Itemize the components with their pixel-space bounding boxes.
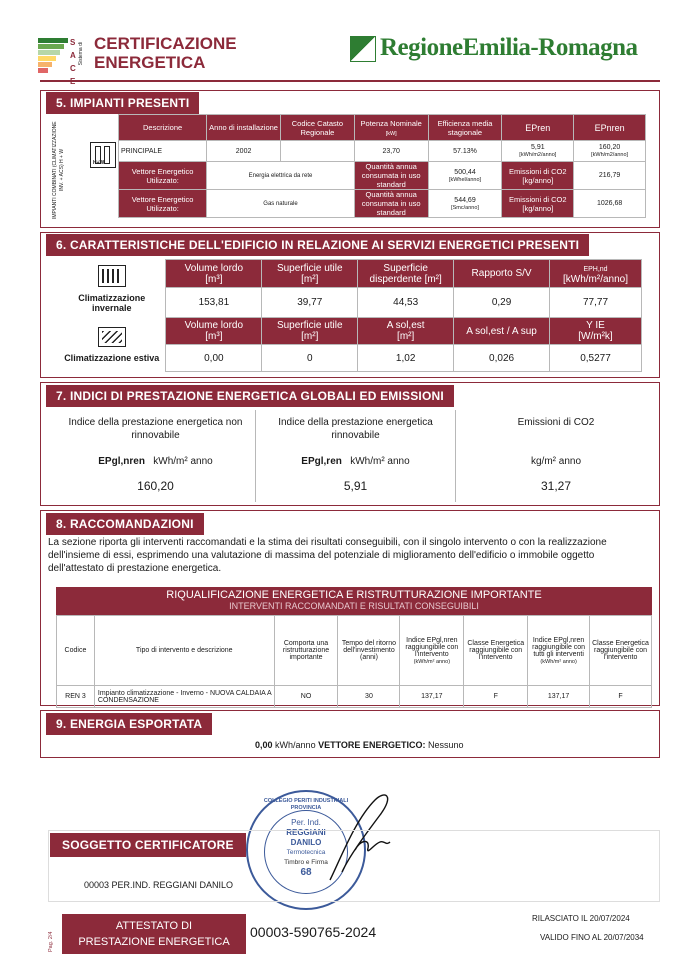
radiator-icon bbox=[98, 265, 126, 287]
s5-vettore2-qty bbox=[428, 190, 502, 218]
valido-label: VALIDO FINO AL bbox=[540, 933, 602, 942]
s5-h-potenza-unit: [kW] bbox=[385, 130, 397, 137]
s6-s-h-superficie-unit: [m²] bbox=[301, 331, 319, 342]
s5-h-efficienza: Efficienza media stagionale bbox=[428, 115, 502, 141]
boiler-icon: H+W bbox=[90, 142, 116, 168]
s6-s-h-asol-label: A sol,est bbox=[386, 320, 425, 331]
s6-w-ephnd: 77,77 bbox=[550, 288, 642, 318]
s6-s-h-superficie bbox=[262, 318, 358, 345]
s7-col1-label: Indice della prestazione energetica non rinnovabile bbox=[68, 417, 243, 441]
s8-h-tipo: Tipo di intervento e descrizione bbox=[94, 616, 274, 686]
s7-col1-symbol-row bbox=[56, 456, 255, 467]
s5-epnren bbox=[574, 141, 646, 162]
s8-h-classe: Classe Energetica raggiungibile con l'intervento bbox=[464, 616, 528, 686]
rilasciato-label: RILASCIATO IL bbox=[532, 914, 588, 923]
soggetto-title: SOGGETTO CERTIFICATORE bbox=[50, 833, 246, 857]
s8-h-codice: Codice bbox=[57, 616, 95, 686]
s5-vettore2-qty-unit: [Smc/anno] bbox=[451, 204, 479, 211]
s5-h-potenza bbox=[354, 115, 428, 141]
region-name: RegioneEmilia-Romagna bbox=[380, 34, 638, 61]
s6-s-h-superficie-label: Superficie utile bbox=[276, 320, 343, 331]
s6-s-h-asol-unit: [m²] bbox=[397, 331, 415, 342]
s5-vettore2-value: Gas naturale bbox=[207, 190, 355, 218]
stamp-line5: Timbro e Firma bbox=[284, 859, 328, 866]
s9-vettore-label: VETTORE ENERGETICO: bbox=[318, 740, 426, 750]
s5-vettore2-co2-label bbox=[502, 190, 574, 218]
s7-col1-value: 160,20 bbox=[137, 479, 174, 493]
s5-vettore2-co2-unit: [kg/anno] bbox=[522, 203, 554, 213]
section7-title: 7. INDICI DI PRESTAZIONE ENERGETICA GLOBALI ED EMISSIONI bbox=[46, 385, 454, 407]
s5-h-descrizione: Descrizione bbox=[119, 115, 207, 141]
s5-vettore1-co2-unit: [kg/anno] bbox=[522, 175, 554, 185]
s6-w-h-superficie-unit: [m²] bbox=[301, 273, 319, 285]
s8-h-indice-unit: (kWh/m² anno) bbox=[413, 658, 451, 665]
s5-vettore1-co2-value: 216,79 bbox=[574, 162, 646, 190]
s5-epren bbox=[502, 141, 574, 162]
stamp-line4: Termotecnica bbox=[286, 849, 326, 856]
rilasciato-row bbox=[532, 914, 630, 923]
s5-epren-unit: [kWh/m2/anno] bbox=[519, 152, 557, 158]
valido-row bbox=[540, 933, 644, 942]
s5-vettore1-qty bbox=[428, 162, 502, 190]
s8-h-ristrutt: Comporta una ristrutturazione importante bbox=[274, 616, 338, 686]
s5-vettore2-qty-label: Quantità annua consumata in uso standard bbox=[354, 190, 428, 218]
s5-h-codice: Codice Catasto Regionale bbox=[280, 115, 354, 141]
s5-h-anno: Anno di installazione bbox=[207, 115, 281, 141]
s7-col3-unit: kg/m² anno bbox=[530, 456, 582, 467]
s6-w-disperdente: 44,53 bbox=[358, 288, 454, 318]
attestato-code: 00003-590765-2024 bbox=[250, 924, 377, 940]
section5-table bbox=[118, 114, 646, 218]
s8-tipo: Impianto climatizzazione - Inverno - NUOVA CALDAIA A CONDENSAZIONE bbox=[94, 686, 274, 708]
s7-col3 bbox=[456, 410, 656, 502]
s6-w-h-superficie-label: Superficie utile bbox=[276, 262, 343, 274]
stamp-ring-text: COLLEGIO PERITI INDUSTRIALI PROVINCIA bbox=[263, 798, 349, 811]
s8-table-subtitle: INTERVENTI RACCOMANDATI E RISULTATI CONSEGUIBILI bbox=[229, 601, 479, 611]
s8-indice: 137,17 bbox=[400, 686, 464, 708]
s8-h-indice-label: Indice EPgl,nren raggiungibile con l'intervento bbox=[405, 636, 459, 658]
cert-title-line2: ENERGETICA bbox=[94, 53, 206, 72]
s5-vettore2-label: Vettore Energetico Utilizzato: bbox=[119, 190, 207, 218]
section6-title: 6. CARATTERISTICHE DELL'EDIFICIO IN RELAZIONE AI SERVIZI ENERGETICI PRESENTI bbox=[46, 234, 589, 256]
s6-s-h-asol-sup: A sol,est / A sup bbox=[454, 318, 550, 345]
s5-anno: 2002 bbox=[207, 141, 281, 162]
s6-winter-cell bbox=[58, 260, 166, 318]
cooling-icon bbox=[98, 327, 126, 347]
s5-potenza: 23,70 bbox=[354, 141, 428, 162]
s6-w-rapporto: 0,29 bbox=[454, 288, 550, 318]
s6-winter-label: Climatizzazione invernale bbox=[78, 292, 146, 313]
s5-h-epren: EPren bbox=[502, 115, 574, 141]
s5-vettore1-label: Vettore Energetico Utilizzato: bbox=[119, 162, 207, 190]
attestato-line1: ATTESTATO DI bbox=[115, 920, 193, 932]
page-label: Pag. 2/4 bbox=[48, 931, 54, 952]
section8-title: 8. RACCOMANDAZIONI bbox=[46, 513, 204, 535]
attestato-box bbox=[62, 914, 246, 954]
cert-title-line1: CERTIFICAZIONE bbox=[94, 34, 237, 53]
s7-col2-symbol: EPgl,ren bbox=[301, 456, 342, 467]
s5-vettore1-co2-text: Emissioni di CO2 bbox=[509, 166, 567, 176]
s5-vettore2-qty-value: 544,69 bbox=[454, 196, 476, 204]
s7-col1 bbox=[56, 410, 256, 502]
s5-epnren-unit: [kWh/m2/anno] bbox=[591, 152, 629, 158]
s8-h-tempo: Tempo del ritorno dell'investimento (anni) bbox=[338, 616, 400, 686]
s8-classe-tutti: F bbox=[590, 686, 652, 708]
section6-table bbox=[58, 259, 642, 372]
s5-codice bbox=[280, 141, 354, 162]
s5-h-potenza-label: Potenza Nominale bbox=[360, 118, 422, 128]
s9-vettore-value: Nessuno bbox=[427, 740, 464, 750]
s6-w-h-volume-label: Volume lordo bbox=[184, 262, 244, 274]
s8-table-title: RIQUALIFICAZIONE ENERGETICA E RISTRUTTURAZIONE IMPORTANTE bbox=[166, 589, 542, 601]
soggetto-name: 00003 PER.IND. REGGIANI DANILO bbox=[84, 880, 234, 890]
s7-col1-symbol: EPgl,nren bbox=[98, 456, 145, 467]
s6-s-volume: 0,00 bbox=[166, 345, 262, 372]
s6-s-asol-sup: 0,026 bbox=[454, 345, 550, 372]
s7-col3-value: 31,27 bbox=[540, 479, 572, 493]
s7-col3-label: Emissioni di CO2 bbox=[517, 417, 595, 428]
s8-ristrutt: NO bbox=[274, 686, 338, 708]
s8-h-indice-tutti-unit: (kWh/m² anno) bbox=[540, 658, 577, 665]
s5-epren-value: 5,91 bbox=[530, 144, 545, 151]
sistema-label: Sistema di bbox=[78, 42, 84, 66]
s5-vettore1-qty-label: Quantità annua consumata in uso standard bbox=[354, 162, 428, 190]
s6-s-h-volume-unit: [m³] bbox=[205, 331, 223, 342]
region-logo bbox=[350, 34, 650, 66]
s6-s-asol: 1,02 bbox=[358, 345, 454, 372]
s6-w-h-volume bbox=[166, 260, 262, 288]
s7-col2-symbol-row bbox=[256, 456, 455, 467]
s6-s-h-volume-label: Volume lordo bbox=[184, 320, 244, 331]
s5-efficienza: 57.13% bbox=[428, 141, 502, 162]
s8-tempo: 30 bbox=[338, 686, 400, 708]
s6-s-h-asol bbox=[358, 318, 454, 345]
section5-side-label: IMPIANTI COMBINATI (CLIMATIZZAZIONE INV. + ACS) H + W bbox=[52, 121, 65, 219]
section9-title: 9. ENERGIA ESPORTATA bbox=[46, 713, 212, 735]
s8-classe: F bbox=[464, 686, 528, 708]
s8-h-classe-tutti: Classe Energetica raggiungibile con l'intervento bbox=[590, 616, 652, 686]
s7-col2 bbox=[256, 410, 456, 502]
valido-value: 20/07/2034 bbox=[603, 933, 644, 942]
s6-s-superficie: 0 bbox=[262, 345, 358, 372]
s5-h-epnren: EPnren bbox=[574, 115, 646, 141]
stamp-line3: DANILO bbox=[290, 838, 322, 847]
s7-col2-label: Indice della prestazione energetica rinnovabile bbox=[278, 417, 433, 441]
s8-h-indice bbox=[400, 616, 464, 686]
s6-summer-label: Climatizzazione estiva bbox=[64, 352, 160, 363]
s6-w-volume: 153,81 bbox=[166, 288, 262, 318]
section8-table bbox=[56, 615, 652, 708]
s5-vettore1-value: Energia elettrica da rete bbox=[207, 162, 355, 190]
s6-s-h-volume bbox=[166, 318, 262, 345]
s6-w-h-disperdente: Superficie disperdente [m²] bbox=[358, 260, 454, 288]
stamp-line1: Per. Ind. bbox=[291, 818, 321, 827]
s9-row bbox=[255, 740, 464, 750]
cert-title bbox=[94, 34, 237, 72]
attestato-line2: PRESTAZIONE ENERGETICA bbox=[78, 936, 230, 948]
s6-s-h-yie-label: Y IE bbox=[586, 320, 605, 331]
rilasciato-value: 20/07/2024 bbox=[589, 914, 630, 923]
s5-epnren-value: 160,20 bbox=[598, 144, 621, 151]
s7-col2-value: 5,91 bbox=[343, 479, 368, 493]
s5-vettore1-co2-label bbox=[502, 162, 574, 190]
s8-table-header bbox=[56, 587, 652, 615]
s5-vettore1-qty-value: 500,44 bbox=[454, 168, 476, 176]
region-flag-icon bbox=[350, 36, 376, 62]
s8-text: La sezione riporta gli interventi raccomandati e la stima dei risultati conseguibili, con il singolo intervento o con la realizzazione dell'insieme di essi, esprimendo una valutazione di massima del potenziale di miglioramento dell'edificio o immobile oggetto dell'attestato di prestazione energetica. bbox=[48, 537, 607, 574]
s6-w-h-volume-unit: [m³] bbox=[205, 273, 223, 285]
s5-vettore2-co2-text: Emissioni di CO2 bbox=[509, 194, 567, 204]
s6-w-h-ephnd bbox=[550, 260, 642, 288]
header-rule bbox=[40, 80, 660, 82]
s6-s-yie: 0,5277 bbox=[550, 345, 642, 372]
s8-h-indice-tutti bbox=[528, 616, 590, 686]
s6-summer-cell bbox=[58, 318, 166, 372]
s6-s-h-yie-unit: [W/m²k] bbox=[578, 331, 613, 342]
s7-col1-unit: kWh/m² anno bbox=[153, 456, 213, 467]
s8-indice-tutti: 137,17 bbox=[528, 686, 590, 708]
s8-h-indice-tutti-label: Indice EPgl,nren raggiungibile con tutti gli interventi bbox=[532, 636, 586, 658]
s6-s-h-yie bbox=[550, 318, 642, 345]
s6-w-h-superficie bbox=[262, 260, 358, 288]
s6-w-h-rapporto: Rapporto S/V bbox=[454, 260, 550, 288]
s5-descrizione: PRINCIPALE bbox=[119, 141, 207, 162]
s5-vettore2-co2-value: 1026,68 bbox=[574, 190, 646, 218]
s9-unit: kWh/anno bbox=[275, 740, 316, 750]
stamp-number: 68 bbox=[300, 867, 312, 878]
s6-w-h-ephnd-unit: [kWh/m²/anno] bbox=[562, 273, 629, 285]
sace-logo: S A C Sistema di bbox=[38, 36, 88, 78]
s7-col2-unit: kWh/m² anno bbox=[350, 456, 410, 467]
s6-w-superficie: 39,77 bbox=[262, 288, 358, 318]
stamp-line2: REGGIANI bbox=[286, 828, 326, 837]
s5-vettore1-qty-unit: [kWhel/anno] bbox=[448, 176, 482, 183]
section5-title: 5. IMPIANTI PRESENTI bbox=[46, 92, 199, 114]
s6-w-h-ephnd-label: EPH,nd bbox=[583, 265, 608, 273]
s9-value: 0,00 bbox=[255, 740, 273, 750]
s8-codice: REN 3 bbox=[57, 686, 95, 708]
